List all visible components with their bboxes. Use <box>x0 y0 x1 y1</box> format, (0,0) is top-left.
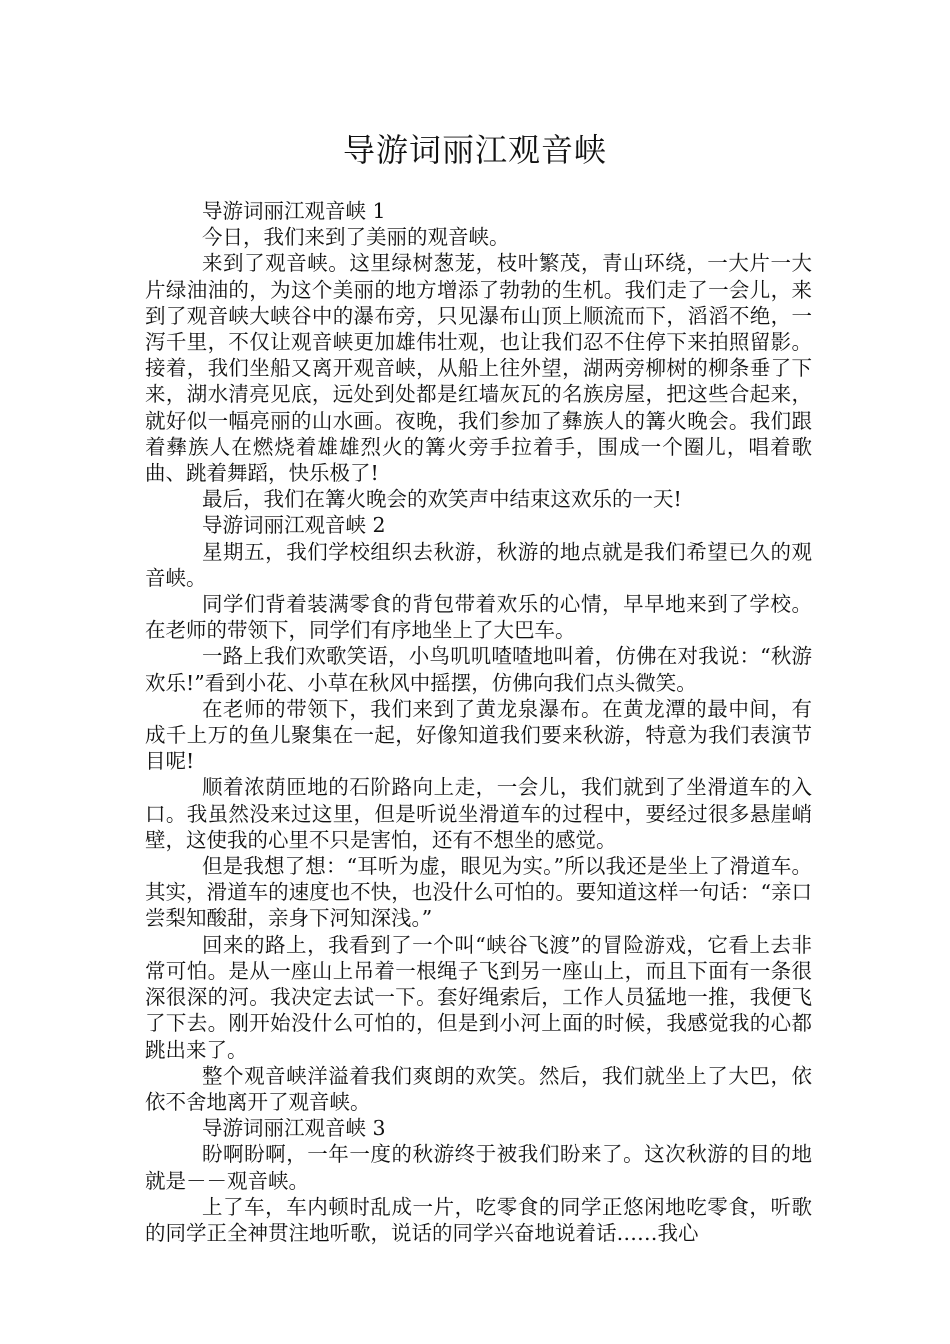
paragraph: 最后，我们在篝火晚会的欢笑声中结束这欢乐的一天! <box>201 487 682 512</box>
paragraph: 来到了观音峡。这里绿树葱茏，枝叶繁茂，青山环绕，一大片一大片绿油油的，为这个美丽的地方增添了勃勃的生机。我们走了一会儿，来到了观音峡大峡谷中的瀑布旁，只见瀑布山顶上顺流而下，滔滔不绝，一泻千里，不仅让观音峡更加雄伟壮观，也让我们忍不住停下来拍照留影。接着，我们坐船又离开观音峡，从船上往外望，湖两旁柳树的柳条垂了下来，湖水清亮见底，远处到处都是红墙灰瓦的名族房屋，把这些合起来，就好似一幅亮丽的山水画。夜晚，我们参加了彝族人的篝火晚会。我们跟着彝族人在燃烧着雄雄烈火的篝火旁手拉着手，围成一个圈儿，唱着歌曲、跳着舞蹈，快乐极了! <box>145 251 812 486</box>
section-heading: 导游词丽江观音峡 3 <box>201 1116 386 1141</box>
paragraph: 星期五，我们学校组织去秋游，秋游的地点就是我们希望已久的观音峡。 <box>145 539 812 590</box>
section-heading: 导游词丽江观音峡 1 <box>201 199 386 223</box>
section-heading: 导游词丽江观音峡 2 <box>201 513 386 538</box>
paragraph: 整个观音峡洋溢着我们爽朗的欢笑。然后，我们就坐上了大巴，依依不舍地离开了观音峡。 <box>145 1063 812 1114</box>
paragraph: 一路上我们欢歌笑语，小鸟叽叽喳喳地叫着，仿佛在对我说：“秋游欢乐!”看到小花、小草在秋风中摇摆，仿佛向我们点头微笑。 <box>145 644 812 695</box>
paragraph: 在老师的带领下，我们来到了黄龙泉瀑布。在黄龙潭的最中间，有成千上万的鱼儿聚集在一起，好像知道我们要来秋游，特意为我们表演节目呢! <box>145 696 812 774</box>
paragraph: 今日，我们来到了美丽的观音峡。 <box>201 225 510 250</box>
paragraph: 上了车，车内顿时乱成一片，吃零食的同学正悠闲地吃零食，听歌的同学正全神贯注地听歌，说话的同学兴奋地说着话……我心 <box>145 1194 812 1245</box>
paragraph: 盼啊盼啊，一年一度的秋游终于被我们盼来了。这次秋游的目的地就是－－观音峡。 <box>145 1142 812 1193</box>
paragraph: 同学们背着装满零食的背包带着欢乐的心情，早早地来到了学校。在老师的带领下，同学们有序地坐上了大巴车。 <box>145 592 812 643</box>
paragraph: 顺着浓荫匝地的石阶路向上走，一会儿，我们就到了坐滑道车的入口。我虽然没来过这里，但是听说坐滑道车的过程中，要经过很多悬崖峭壁，这使我的心里不只是害怕，还有不想坐的感觉。 <box>145 775 812 852</box>
document-body <box>145 198 812 1246</box>
paragraph: 但是我想了想：“耳听为虚，眼见为实。”所以我还是坐上了滑道车。其实，滑道车的速度也不快，也没什么可怕的。要知道这样一句话：“亲口尝梨知酸甜，亲身下河知深浅。” <box>145 854 812 931</box>
paragraph: 回来的路上，我看到了一个叫“峡谷飞渡”的冒险游戏，它看上去非常可怕。是从一座山上吊着一根绳子飞到另一座山上，而且下面有一条很深很深的河。我决定去试一下。套好绳索后，工作人员猛地一推，我便飞了下去。刚开始没什么可怕的，但是到小河上面的时候，我感觉我的心都跳出来了。 <box>145 932 812 1062</box>
document-title: 导游词丽江观音峡 <box>342 131 607 169</box>
